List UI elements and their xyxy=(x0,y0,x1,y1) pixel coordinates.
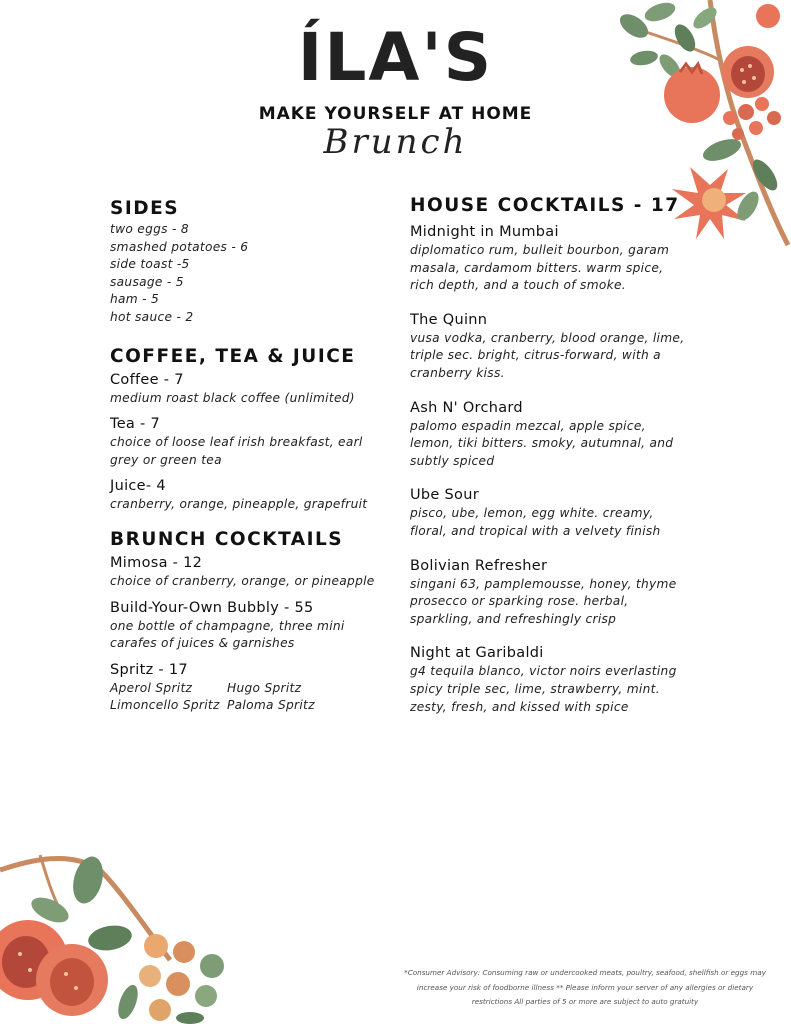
item-name: Tea - 7 xyxy=(110,416,160,433)
item-name: Spritz - 17 xyxy=(110,661,188,678)
section-title-sides: SIDES xyxy=(110,198,180,219)
menu-left-column xyxy=(110,196,380,715)
consumer-advisory: *Consumer Advisory: Consuming raw or undercooked meats, poultry, seafood, shellfish or eggs may increase your risk of foodborne illness ** Please inform your server of any allergies or dietary restrictions All parties of 5 or more are subject to auto gratuity xyxy=(404,968,766,1006)
item-description: diplomatico rum, bulleit bourbon, garam masala, cardamom bitters. warm spice, rich depth, and a touch of smoke. xyxy=(410,243,670,293)
item-description: palomo espadin mezcal, apple spice, lemon, tiki bitters. smoky, autumnal, and subtly spiced xyxy=(410,418,674,468)
item-name: Night at Garibaldi xyxy=(410,645,544,662)
menu-item xyxy=(110,414,380,469)
item-description: vusa vodka, cranberry, blood orange, lime, triple sec. bright, citrus-forward, with a cranberry kiss. xyxy=(410,330,685,380)
spritz-option: Paloma Spritz xyxy=(227,698,315,713)
menu-item xyxy=(410,310,690,383)
spritz-option: Hugo Spritz xyxy=(227,680,302,695)
item-name: Midnight in Mumbai xyxy=(410,224,559,240)
menu-item xyxy=(410,485,690,540)
menu-item xyxy=(410,398,690,471)
botanical-illustration-bottom xyxy=(0,850,240,1024)
item-name: Mimosa - 12 xyxy=(110,554,203,571)
list-item: hot sauce - 2 xyxy=(110,309,194,324)
section-title-house-cocktails: HOUSE COCKTAILS - 17 xyxy=(410,195,680,216)
section-title-brunch-cocktails: BRUNCH COCKTAILS xyxy=(110,528,344,550)
sides-list xyxy=(110,221,380,327)
menu-item xyxy=(110,370,380,408)
spritz-option: Limoncello Spritz xyxy=(110,698,220,713)
spritz-options xyxy=(110,680,380,715)
menu-item xyxy=(110,553,380,591)
item-description: medium roast black coffee (unlimited) xyxy=(110,390,355,405)
menu-right-column xyxy=(410,193,690,716)
item-name: Bolivian Refresher xyxy=(410,557,548,574)
menu-item-spritz xyxy=(110,660,380,715)
spritz-option: Aperol Spritz xyxy=(110,680,193,695)
item-name: Ash N' Orchard xyxy=(410,399,523,416)
item-description: one bottle of champagne, three mini carafes of juices & garnishes xyxy=(110,618,345,651)
item-description: pisco, ube, lemon, egg white. creamy, floral, and tropical with a velvety finish xyxy=(410,506,661,538)
menu-item xyxy=(110,476,380,514)
menu-title-script: Brunch xyxy=(323,122,468,162)
list-item: sausage - 5 xyxy=(110,274,184,289)
section-title-coffee-tea-juice: COFFEE, TEA & JUICE xyxy=(110,345,356,367)
item-description: choice of cranberry, orange, or pineapple xyxy=(110,573,375,588)
restaurant-tagline: MAKE YOURSELF AT HOME xyxy=(258,104,533,124)
item-description: g4 tequila blanco, victor noirs everlasting spicy triple sec, lime, strawberry, mint. zesty, fresh, and kissed with spice xyxy=(410,664,677,714)
list-item: side toast -5 xyxy=(110,257,190,272)
item-name: Build-Your-Own Bubbly - 55 xyxy=(110,599,314,616)
menu-item xyxy=(410,556,690,629)
menu-item xyxy=(110,598,380,653)
item-name: Coffee - 7 xyxy=(110,371,184,388)
list-item: two eggs - 8 xyxy=(110,222,189,236)
list-item: smashed potatoes - 6 xyxy=(110,239,249,254)
item-description: singani 63, pamplemousse, honey, thyme prosecco or sparking rose. herbal, sparkling, and refreshingly crisp xyxy=(410,576,677,626)
item-description: choice of loose leaf irish breakfast, earl grey or green tea xyxy=(110,435,363,467)
restaurant-name: ÍLA'S xyxy=(297,19,494,96)
item-description: cranberry, orange, pineapple, grapefruit xyxy=(110,497,368,512)
menu-item xyxy=(410,643,690,716)
item-name: Juice- 4 xyxy=(110,478,166,495)
item-name: The Quinn xyxy=(410,311,488,328)
item-name: Ube Sour xyxy=(410,487,479,504)
menu-item xyxy=(410,222,690,295)
list-item: ham - 5 xyxy=(110,292,160,307)
brand-header xyxy=(0,18,791,162)
